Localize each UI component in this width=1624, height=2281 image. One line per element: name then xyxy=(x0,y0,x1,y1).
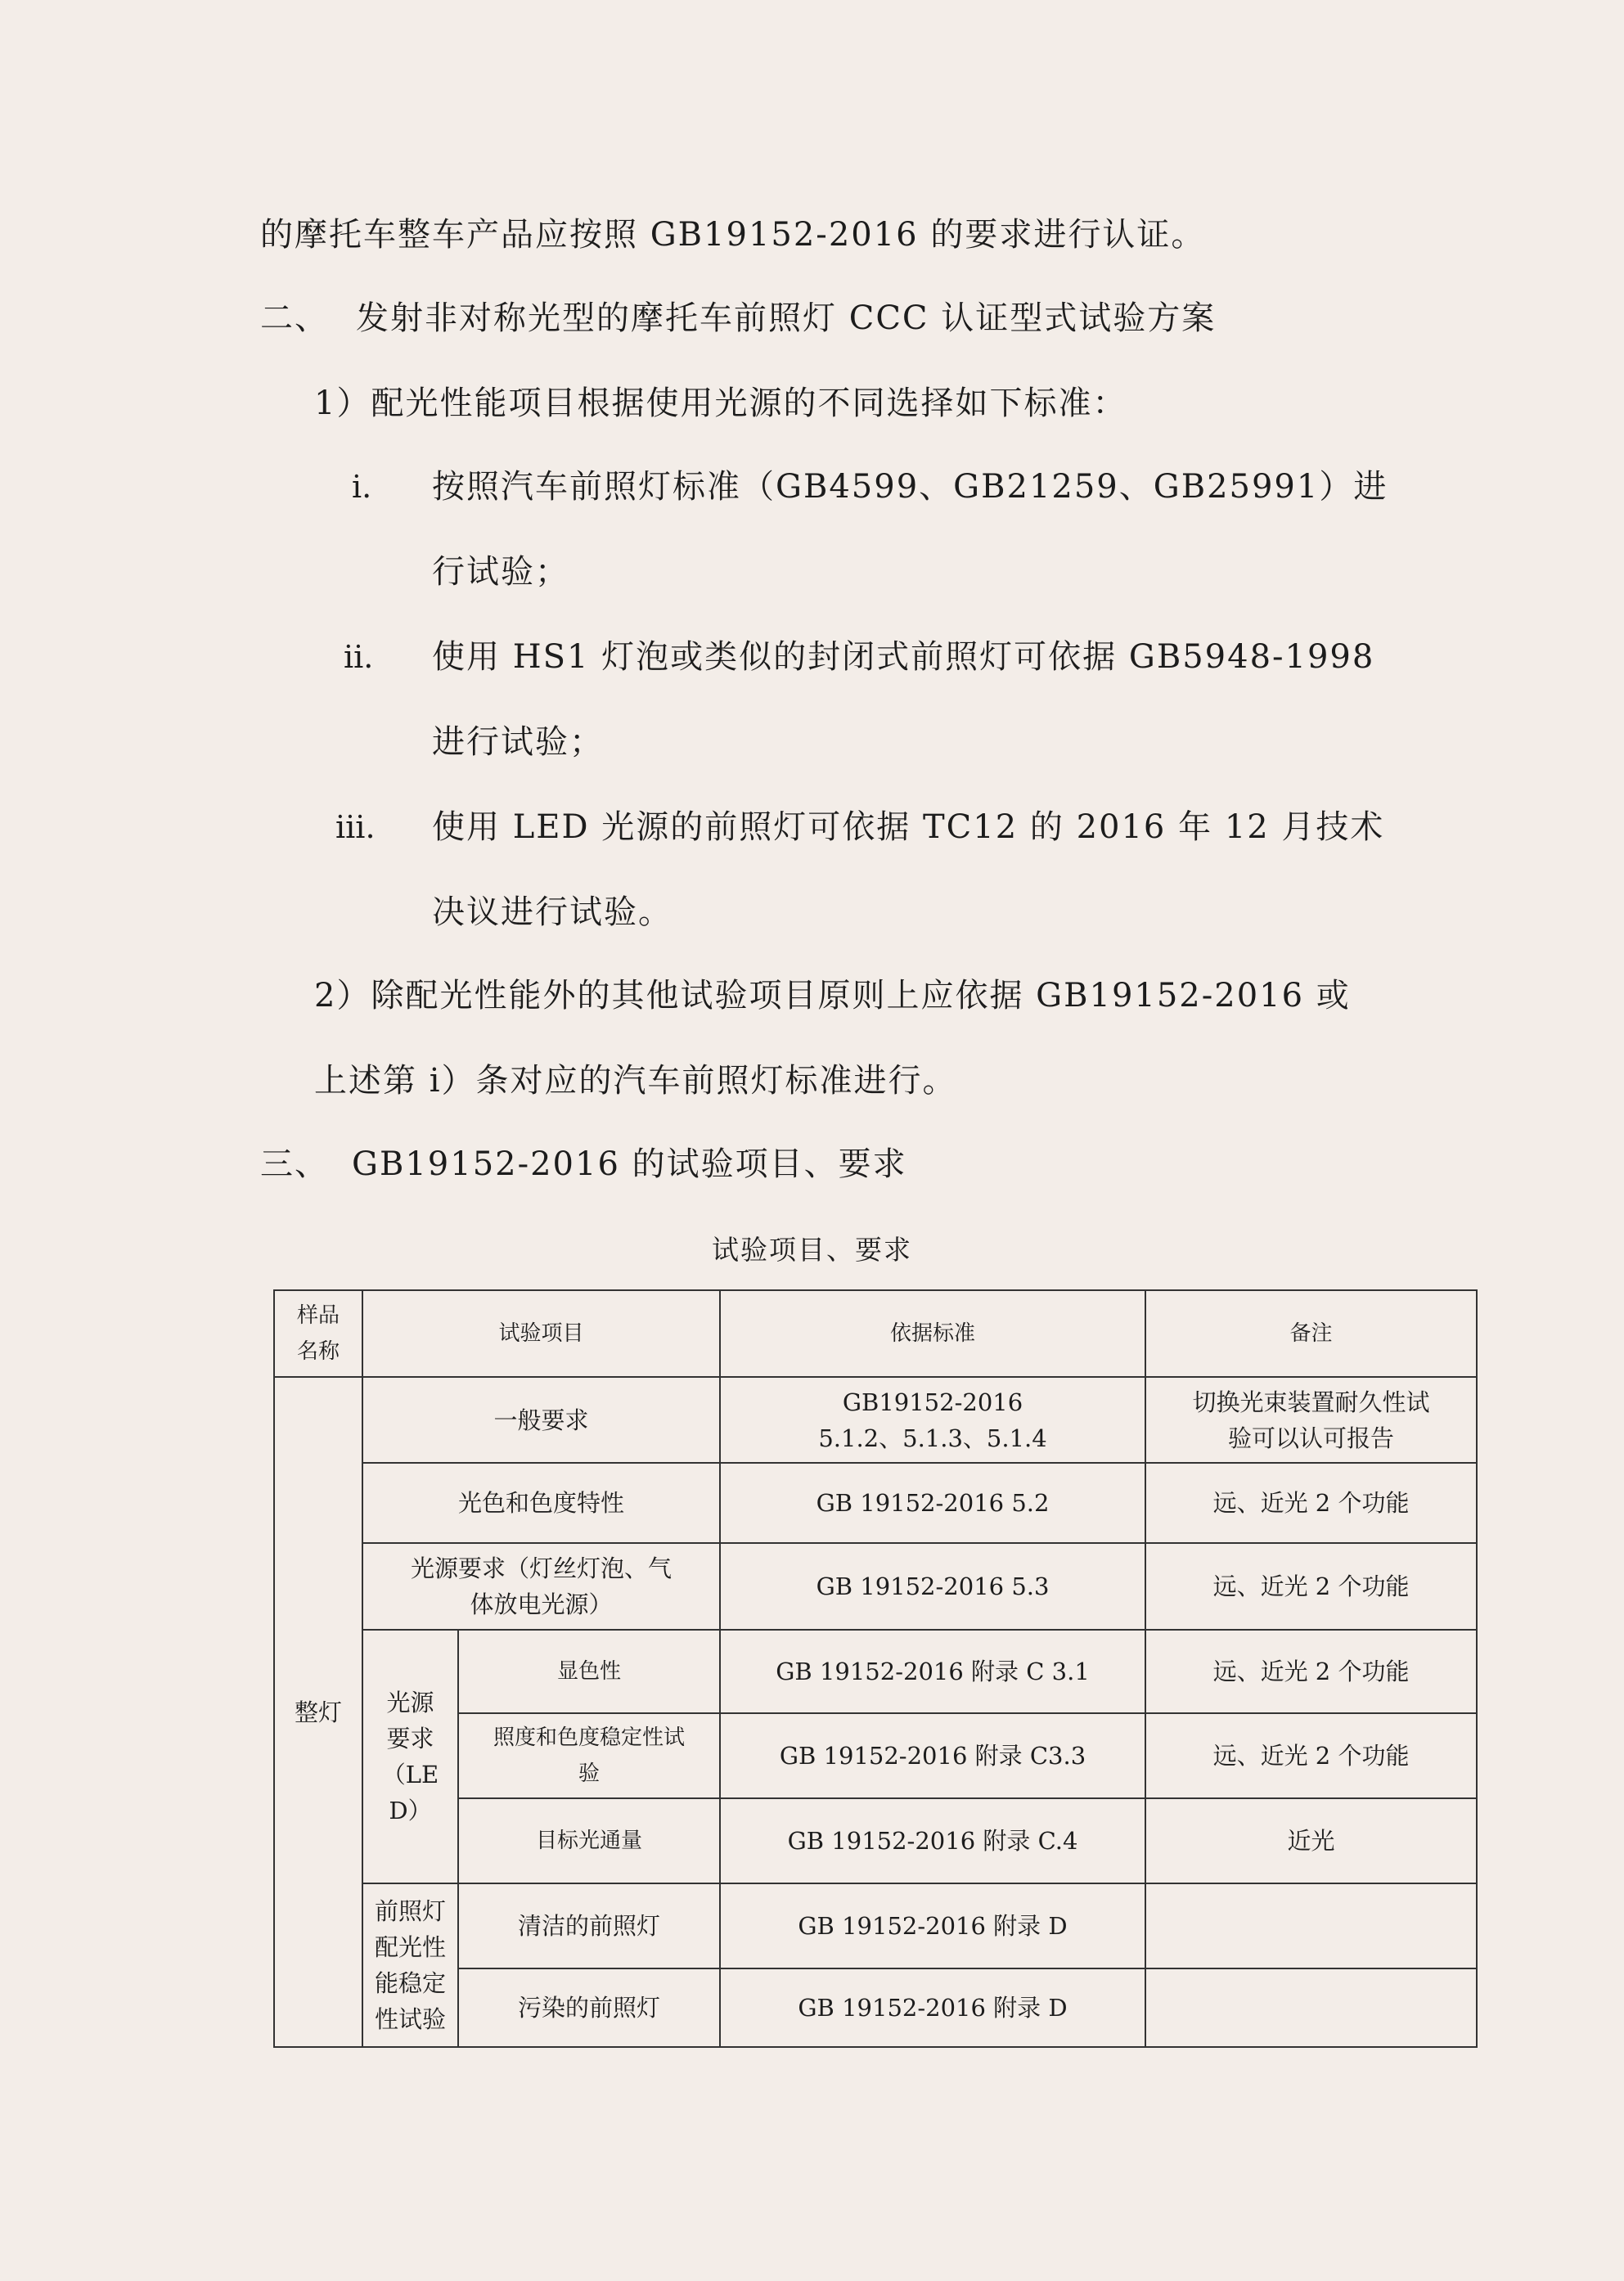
remark-cell: 远、近光 2 个功能 xyxy=(1145,1630,1477,1713)
test-item-cell: 照度和色度稳定性试 验 xyxy=(458,1713,720,1798)
sub-item-number: i. xyxy=(352,469,372,505)
sub-item-number: ii. xyxy=(344,639,374,675)
remark-cell xyxy=(1145,1968,1477,2047)
test-item-cell: 清洁的前照灯 xyxy=(458,1883,720,1968)
section2-item1: 1）配光性能项目根据使用光源的不同选择如下标准： xyxy=(314,385,1127,422)
sub-item-line: 进行试验； xyxy=(432,723,604,761)
remark-cell: 切换光束装置耐久性试 验可以认可报告 xyxy=(1145,1377,1477,1463)
table-row xyxy=(274,1463,1477,1543)
test-item-cell: 污染的前照灯 xyxy=(458,1968,720,2047)
section2-title: 发射非对称光型的摩托车前照灯 CCC 认证型式试验方案 xyxy=(356,299,1217,337)
section2-number: 二、 xyxy=(260,299,329,337)
remark-cell: 远、近光 2 个功能 xyxy=(1145,1463,1477,1543)
requirements-table xyxy=(273,1289,1478,2048)
test-item-cell: 目标光通量 xyxy=(458,1798,720,1883)
sub-item-line: 按照汽车前照灯标准（GB4599、GB21259、GB25991）进 xyxy=(432,468,1388,506)
sub-item-line: 决议进行试验。 xyxy=(432,893,673,931)
stability-group-label: 前照灯 配光性 能稳定 性试验 xyxy=(362,1883,458,2047)
test-item-cell: 光源要求（灯丝灯泡、气 体放电光源） xyxy=(362,1543,720,1630)
remark-cell xyxy=(1145,1883,1477,1968)
header-sample-name: 样品 名称 xyxy=(274,1290,362,1377)
table-header-row xyxy=(274,1290,1477,1377)
sub-item-line: 使用 LED 光源的前照灯可依据 TC12 的 2016 年 12 月技术 xyxy=(432,808,1385,846)
section2-item2-line: 上述第 i）条对应的汽车前照灯标准进行。 xyxy=(314,1062,957,1100)
standard-cell: GB 19152-2016 5.2 xyxy=(720,1463,1145,1543)
table-row xyxy=(274,1377,1477,1463)
remark-cell: 远、近光 2 个功能 xyxy=(1145,1713,1477,1798)
table-row xyxy=(274,1630,1477,1713)
header-test-item: 试验项目 xyxy=(362,1290,720,1377)
header-standard: 依据标准 xyxy=(720,1290,1145,1377)
standard-cell: GB 19152-2016 附录 C 3.1 xyxy=(720,1630,1145,1713)
standard-cell: GB 19152-2016 附录 C.4 xyxy=(720,1798,1145,1883)
standard-cell: GB 19152-2016 附录 D xyxy=(720,1968,1145,2047)
remark-cell: 近光 xyxy=(1145,1798,1477,1883)
para1-line: 的摩托车整车产品应按照 GB19152-2016 的要求进行认证。 xyxy=(260,216,1206,254)
sample-name-cell: 整灯 xyxy=(274,1377,362,2047)
standard-cell: GB 19152-2016 附录 D xyxy=(720,1883,1145,1968)
section3-number: 三、 xyxy=(260,1145,329,1183)
test-item-cell: 显色性 xyxy=(458,1630,720,1713)
sub-item-number: iii. xyxy=(335,809,376,845)
section2-item2-line: 2）除配光性能外的其他试验项目原则上应依据 GB19152-2016 或 xyxy=(314,977,1351,1015)
table-caption: 试验项目、要求 xyxy=(712,1234,912,1266)
table-row xyxy=(274,1543,1477,1630)
standard-cell: GB 19152-2016 5.3 xyxy=(720,1543,1145,1630)
table-row xyxy=(274,1883,1477,1968)
standard-cell: GB19152-2016 5.1.2、5.1.3、5.1.4 xyxy=(720,1377,1145,1463)
remark-cell: 远、近光 2 个功能 xyxy=(1145,1543,1477,1630)
standard-cell: GB 19152-2016 附录 C3.3 xyxy=(720,1713,1145,1798)
section3-title: GB19152-2016 的试验项目、要求 xyxy=(352,1145,907,1183)
header-remark: 备注 xyxy=(1145,1290,1477,1377)
led-group-label: 光源 要求 （LE D） xyxy=(362,1630,458,1883)
test-item-cell: 光色和色度特性 xyxy=(362,1463,720,1543)
sub-item-line: 使用 HS1 灯泡或类似的封闭式前照灯可依据 GB5948-1998 xyxy=(432,638,1375,676)
sub-item-line: 行试验； xyxy=(432,553,569,591)
test-item-cell: 一般要求 xyxy=(362,1377,720,1463)
